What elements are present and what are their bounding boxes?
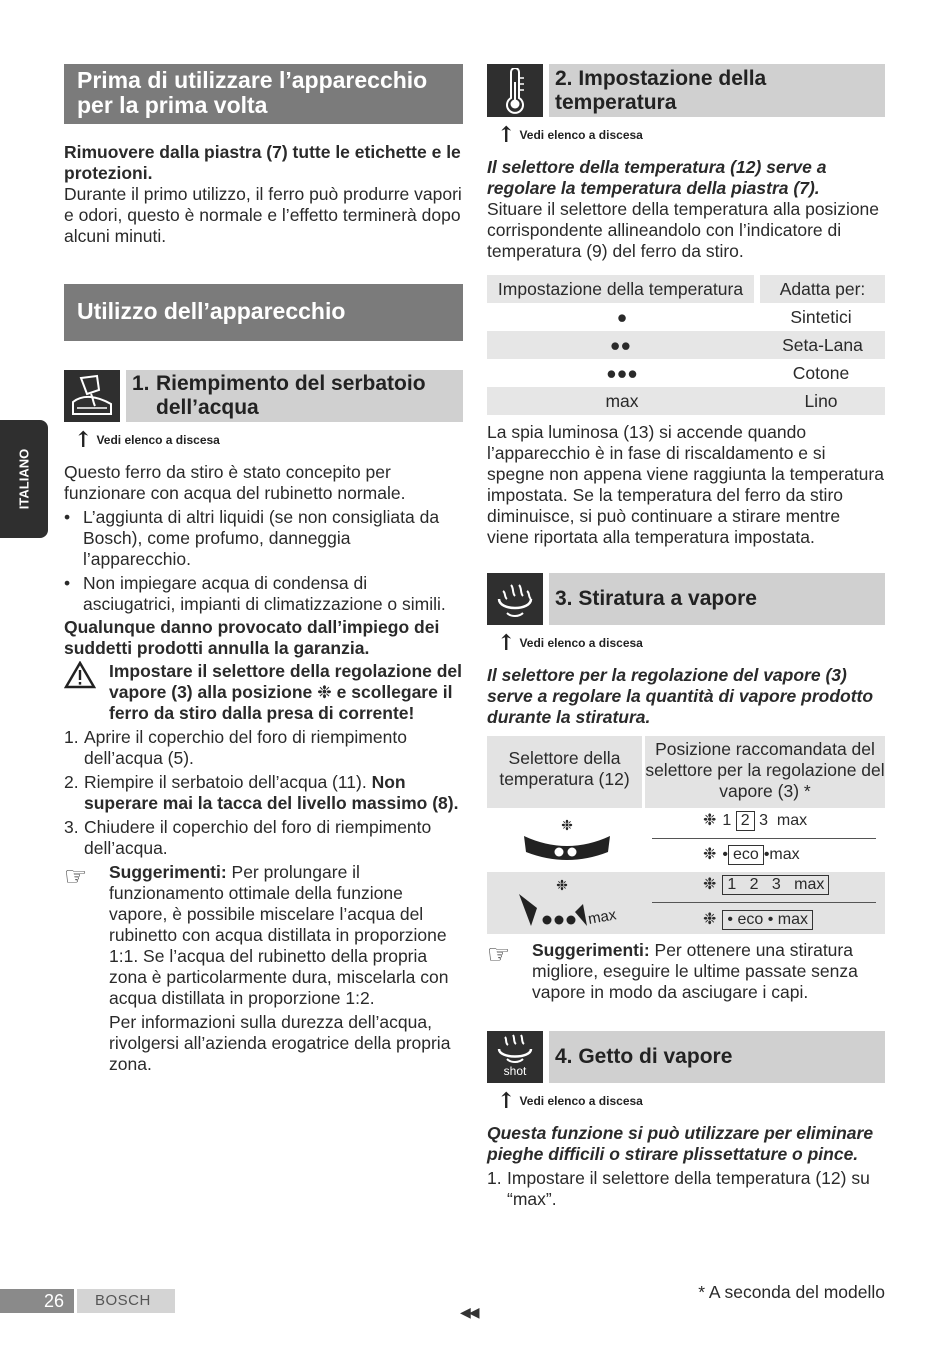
sec2-after-text: La spia luminosa (13) si accende quando l’apparecchio è in fase di riscaldamento e si spegne non appena viene raggiunta la temperatura impostata. Se la temperatura del ferro da stiro diminuisce, si può continuare a stirare mentre viene riportata alla temperatura impostata. [487, 422, 884, 547]
previous-page-icon[interactable]: ◀◀ [460, 1304, 478, 1320]
usage-banner: Utilizzo dell’apparecchio [64, 284, 463, 341]
steam-icon [487, 573, 543, 625]
sec2-text: Situare il selettore della temperatura alla posizione corrispondente allineandolo con l’indicatore di temperatura (9) del ferro da stiro. [487, 199, 880, 261]
right-column [487, 64, 885, 1210]
steam-option-3: ❉ 1 2 3 max [703, 874, 829, 896]
svg-text:❉: ❉ [556, 877, 568, 893]
table-header: Impostazione della temperatura [487, 275, 757, 303]
no-steam-icon: ❉ [703, 812, 717, 829]
tip-block: ☞ Suggerimenti: Per prolungare il funzionamento ottimale della funzione vapore, è possibile miscelare l’acqua del rubinetto con acqua distillata in proporzione 1:1. Se l’acqua del rubinetto della propria zona è particolarmente dura, miscelarla con acqua distillata in proporzione 1:2. Per informazioni sulla durezza dell’acqua, rivolgersi all’azienda erogatrice della propria zona. [64, 861, 451, 1074]
page-number: 26 [0, 1289, 74, 1313]
table-header: Posizione raccomandata del selettore per la regolazione del vapore (3) * [645, 736, 885, 808]
left-column [64, 64, 463, 1075]
sec2-lead: Il selettore della temperatura (12) serve a regolare la temperatura della piastra (7). [487, 157, 827, 198]
no-steam-icon: ❉ [703, 846, 717, 863]
svg-text:max: max [586, 906, 618, 928]
steam-shot-icon: shot [487, 1031, 543, 1083]
no-steam-icon: ❉ [703, 876, 717, 893]
pointing-hand-icon: ☞ [64, 861, 88, 891]
arrow-up-icon: ↑ [497, 629, 516, 656]
language-side-tab [0, 420, 48, 538]
section-1-title: 1. Riempimento del serbatoio dell’acqua [126, 370, 463, 422]
list-item: 1. Impostare il selettore della temperatura (12) su “max”. [487, 1168, 870, 1209]
arrow-up-icon: ↑ [497, 1087, 516, 1114]
tip-block: ☞ Suggerimenti: Per ottenere una stiratura migliore, eseguire le ultime passate senza vapore in modo da asciugare i capi. [487, 939, 858, 1002]
list-item: • L’aggiunta di altri liquidi (se non consigliata da Bosch), come profumo, danneggia l’apparecchio. [64, 507, 440, 569]
warranty-warning: Qualunque danno provocato dall’impiego dei suddetti prodotti annulla la garanzia. [64, 617, 440, 658]
section-3-title: 3. Stiratura a vapore [549, 573, 885, 625]
steam-option-1: ❉ 1 2 3 max [703, 810, 807, 832]
table-header: Selettore della temperatura (12) [487, 736, 642, 808]
section-4-header [487, 1031, 885, 1083]
section-2-title: 2. Impostazione della temperatura [549, 64, 885, 117]
language-label: ITALIANO [16, 448, 32, 510]
temperature-table [487, 275, 885, 415]
see-dropdown-note: ↑ Vedi elenco a discesa [497, 1087, 643, 1114]
table-row: max Lino [487, 387, 885, 415]
section-2-header [487, 64, 885, 117]
temperature-dial-medium [522, 816, 612, 866]
table-row: ● Sintetici [616, 306, 852, 327]
pointing-hand-icon: ☞ [487, 939, 511, 969]
no-steam-icon: ❉ [317, 682, 332, 702]
see-dropdown-note: ↑ Vedi elenco a discesa [74, 426, 220, 453]
temperature-dial-max [517, 874, 627, 934]
list-item: 2. Riempire il serbatoio dell’acqua (11). Non superare mai la tacca del livello massimo (8). [64, 772, 459, 813]
sec1-paragraph: Questo ferro da stiro è stato concepito per funzionare con acqua del rubinetto normale. [64, 462, 406, 503]
list-item: 1. Aprire il coperchio del foro di riempimento dell’acqua (5). [64, 727, 407, 768]
first-use-text: Durante il primo utilizzo, il ferro può produrre vapori e odori, questo è normale e l’effetto terminerà dopo alcuni minuti. [64, 184, 462, 246]
thermometer-icon [487, 64, 543, 117]
steam-table [487, 736, 885, 934]
svg-text:❉: ❉ [561, 817, 573, 833]
sec3-lead: Il selettore per la regolazione del vapore (3) serve a regolare la quantità di vapore prodotto durante la stiratura. [487, 665, 874, 727]
footnote: * A seconda del modello [698, 1282, 885, 1302]
table-header-row [487, 275, 885, 303]
brand-label: BOSCH [77, 1289, 175, 1313]
section-4-title: 4. Getto di vapore [549, 1031, 885, 1083]
section-1-header [64, 370, 463, 422]
unplug-warning: Impostare il selettore della regolazione del vapore (3) alla posizione ❉ e scollegare il ferro da stiro dalla presa di corrente! [64, 661, 463, 724]
list-item: 3. Chiudere il coperchio del foro di riempimento dell’acqua. [64, 817, 432, 858]
table-header: Adatta per: [757, 275, 885, 303]
steam-option-2: ❉ • eco • max [703, 844, 800, 866]
arrow-up-icon: ↑ [74, 426, 93, 453]
first-use-banner: Prima di utilizzare l’apparecchio per la prima volta [64, 64, 463, 124]
arrow-up-icon: ↑ [497, 121, 516, 148]
list-item: • Non impiegare acqua di condensa di asciugatrici, impianti di climatizzazione o simili. [64, 573, 446, 614]
table-row: ●●● Cotone [606, 362, 850, 383]
section-3-header [487, 573, 885, 625]
warning-triangle-icon [64, 661, 109, 724]
steam-option-4: ❉ • eco • max [703, 909, 813, 931]
table-row: ●● Seta-Lana [487, 331, 885, 359]
sec4-lead: Questa funzione si può utilizzare per eliminare pieghe difficili o stirare plissettature o pince. [487, 1123, 874, 1164]
see-dropdown-note: ↑ Vedi elenco a discesa [497, 629, 643, 656]
see-dropdown-note: ↑ Vedi elenco a discesa [497, 121, 643, 148]
first-use-bold-text: Rimuovere dalla piastra (7) tutte le etichette e le protezioni. [64, 142, 461, 183]
water-fill-icon [64, 370, 120, 422]
no-steam-icon: ❉ [703, 911, 717, 928]
